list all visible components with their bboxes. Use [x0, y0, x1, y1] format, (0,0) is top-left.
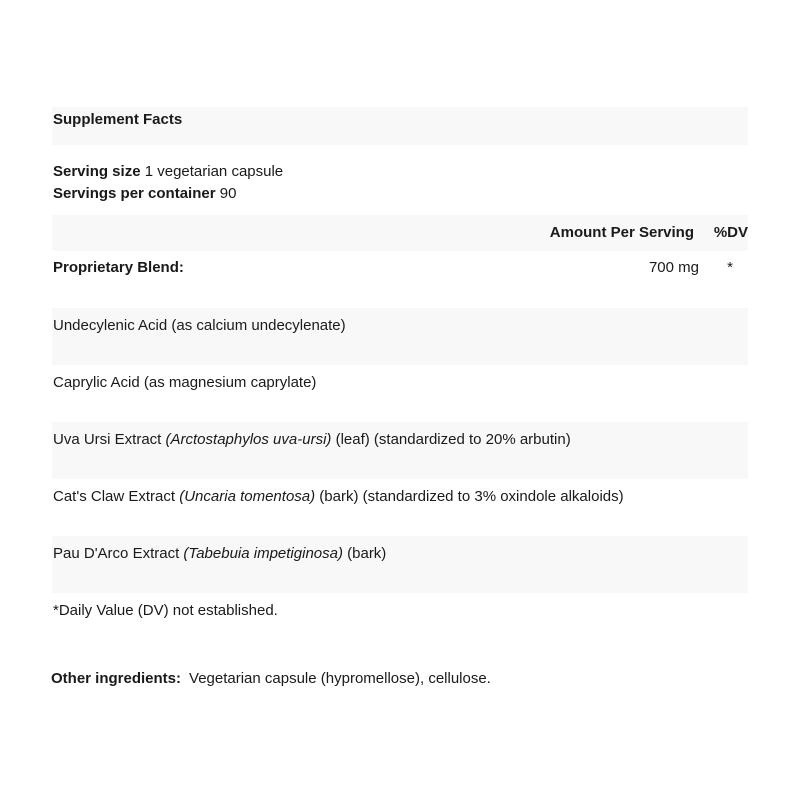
proprietary-blend-row [52, 251, 748, 308]
facts-title: Supplement Facts [53, 111, 183, 128]
servings-per-container-value: 90 [219, 185, 237, 202]
other-ingredients [51, 670, 491, 687]
ingredient-row [52, 308, 748, 365]
ingredient-row [52, 479, 748, 536]
serving-info [52, 145, 748, 215]
ingredient-name: Pau D'Arco Extract [53, 545, 184, 562]
amount-per-serving-header: Amount Per Serving [549, 224, 694, 241]
ingredient-details: (bark) [342, 545, 387, 562]
ingredient-name: Undecylenic Acid (as calcium undecylenate) [53, 317, 346, 334]
ingredient-latin-name: (Tabebuia impetiginosa) [183, 545, 343, 562]
ingredient-row [52, 365, 748, 422]
ingredient-row [52, 422, 748, 479]
supplement-facts-table [52, 107, 748, 650]
servings-per-container-label: Servings per container [53, 185, 216, 202]
ingredient-row [52, 536, 748, 593]
ingredient-details: (leaf) (standardized to 20% arbutin) [331, 431, 571, 448]
dv-header: %DV [713, 224, 748, 241]
facts-title-row [52, 107, 748, 145]
ingredient-name: Cat's Claw Extract [53, 488, 180, 505]
ingredient-name: Uva Ursi Extract [53, 431, 166, 448]
blend-name: Proprietary Blend: [53, 259, 184, 276]
footnote-row [52, 593, 748, 650]
other-ingredients-label: Other ingredients: [51, 670, 182, 687]
ingredient-name: Caprylic Acid (as magnesium caprylate) [53, 374, 317, 391]
ingredient-details: (bark) (standardized to 3% oxindole alkaloids) [315, 488, 624, 505]
serving-size-label: Serving size [53, 163, 141, 180]
blend-dv: * [727, 259, 733, 276]
ingredient-latin-name: (Arctostaphylos uva-ursi) [165, 431, 332, 448]
serving-size-line [53, 161, 748, 183]
ingredient-latin-name: (Uncaria tomentosa) [179, 488, 316, 505]
serving-size-value: 1 vegetarian capsule [144, 163, 284, 180]
servings-per-container-line [53, 183, 748, 205]
column-header-row [52, 215, 748, 251]
other-ingredients-value: Vegetarian capsule (hypromellose), cellulose. [189, 670, 491, 687]
dv-footnote: *Daily Value (DV) not established. [53, 602, 278, 619]
blend-amount: 700 mg [648, 259, 699, 276]
